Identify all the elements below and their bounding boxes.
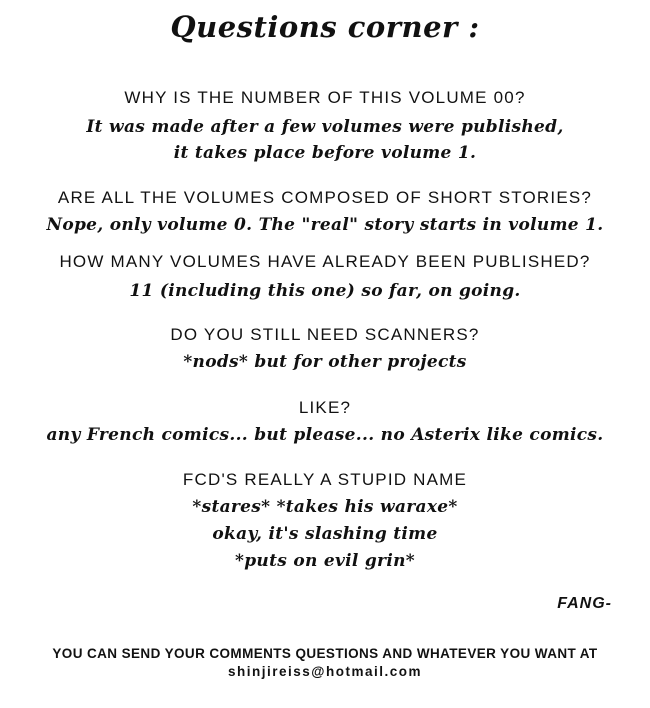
answer-1-line-2: it takes place before volume 1. [173, 143, 477, 163]
question-4: DO YOU STILL NEED SCANNERS? [170, 325, 480, 344]
footer-email: shinjireiss@hotmail.com [228, 664, 422, 679]
answer-5-line-1: any French comics... but please... no Asterix like comics. [46, 425, 604, 445]
question-5: LIKE? [298, 398, 352, 417]
question-6: FCD'S REALLY A STUPID NAME [182, 470, 468, 489]
answer-2-line-1: Nope, only volume 0. The "real" story starts in volume 1. [46, 215, 604, 235]
question-1: WHY IS THE NUMBER OF THIS VOLUME 00? [124, 88, 526, 107]
answer-6-line-3: *puts on evil grin* [235, 551, 415, 571]
footer-contact-text: YOU CAN SEND YOUR COMMENTS QUESTIONS AND WHATEVER YOU WANT AT [52, 646, 598, 661]
page-title: Questions corner : [170, 10, 480, 44]
answer-6-line-2: okay, it's slashing time [212, 524, 438, 544]
answer-1-line-1: It was made after a few volumes were published, [86, 117, 564, 137]
answer-4-line-1: *nods* but for other projects [183, 352, 467, 372]
answer-6-line-1: *stares* *takes his waraxe* [192, 497, 458, 517]
question-2: ARE ALL THE VOLUMES COMPOSED OF SHORT STORIES? [57, 188, 593, 207]
answer-3-line-1: 11 (including this one) so far, on going. [129, 281, 521, 301]
signature: FANG- [557, 595, 612, 612]
question-3: HOW MANY VOLUMES HAVE ALREADY BEEN PUBLISHED? [59, 252, 591, 271]
